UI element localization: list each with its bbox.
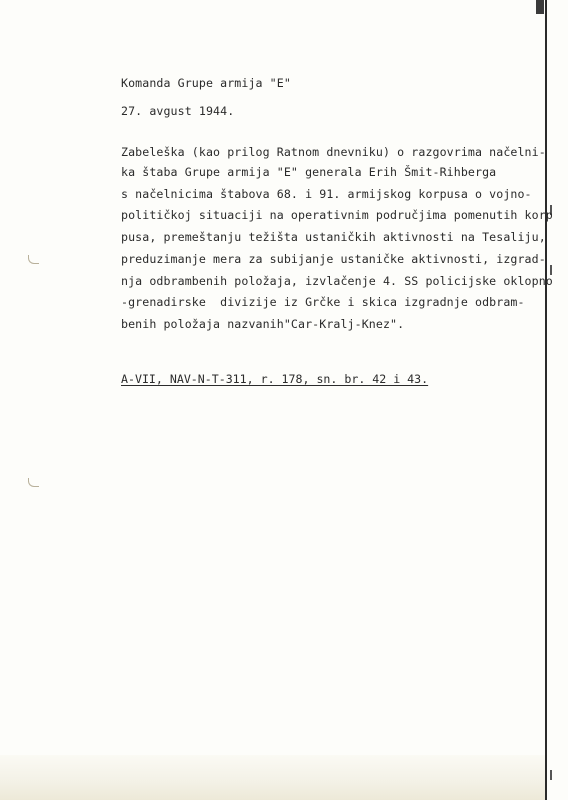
archive-source-reference: A-VII, NAV-N-T-311, r. 178, sn. br. 42 i 43. [121, 372, 429, 386]
body-line: političkoj situaciji na operativnim područjima pomenutih korp [121, 208, 553, 222]
punch-hole-mark [28, 255, 39, 264]
body-line: nja odbrambenih položaja, izvlačenje 4. SS policijske oklopno [121, 274, 553, 288]
punch-hole-mark [28, 478, 39, 487]
body-line: s načelnicima štabova 68. i 91. armijskog korpusa o vojno- [121, 187, 532, 201]
page-edge [545, 0, 547, 800]
body-line: ka štaba Grupe armija "E" generala Erih Šmit-Rihberga [121, 165, 497, 179]
body-line: pusa, premeštanju težišta ustaničkih aktivnosti na Tesaliju, [121, 230, 546, 244]
header-command: Komanda Grupe armija "E" [121, 76, 291, 90]
scan-mark [536, 0, 544, 14]
page-bottom-shadow [0, 755, 545, 800]
header-date: 27. avgust 1944. [121, 104, 235, 118]
body-line: -grenadirske divizije iz Grčke i skica izgradnje odbram- [121, 295, 525, 309]
body-line: Zabeleška (kao prilog Ratnom dnevniku) o razgovrima načelni- [121, 145, 546, 159]
edge-tick [550, 770, 552, 780]
body-line: preduzimanje mera za subijanje ustaničke aktivnosti, izgrad- [121, 252, 546, 266]
body-line: benih položaja nazvanih"Car-Kralj-Knez". [121, 317, 405, 331]
